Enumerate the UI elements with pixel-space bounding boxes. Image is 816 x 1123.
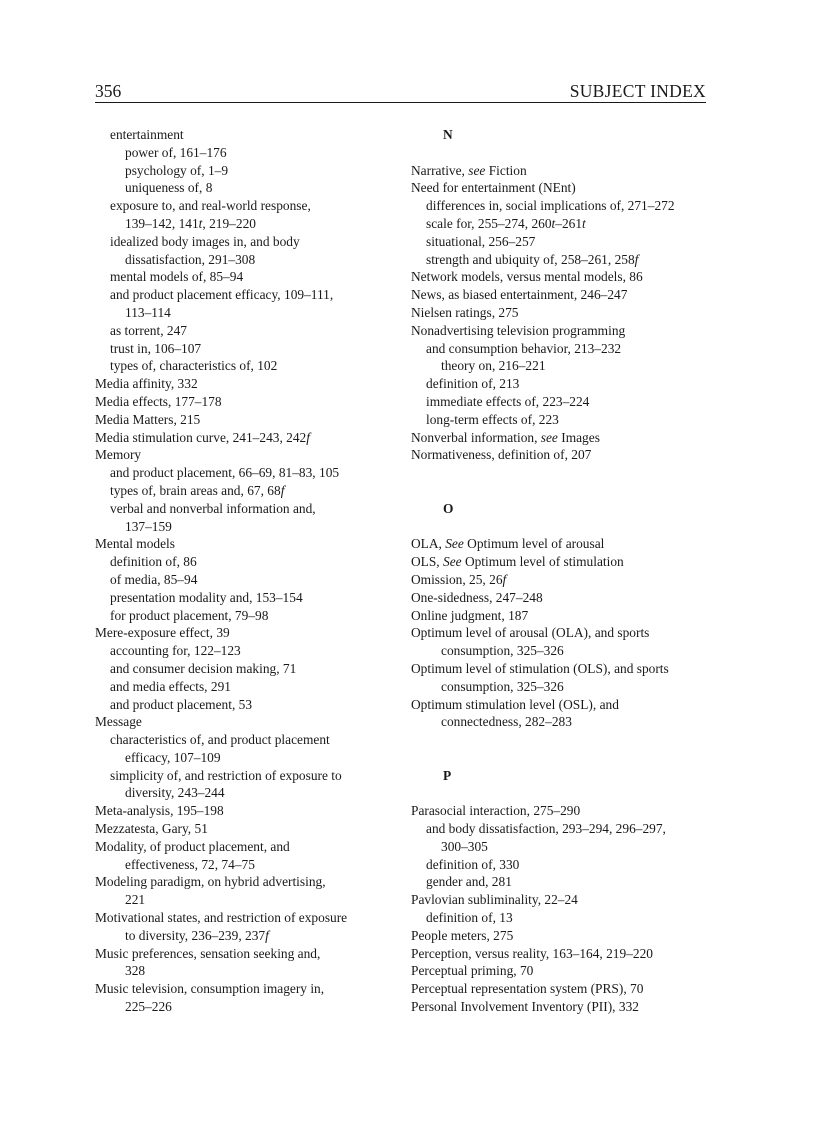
spacer — [411, 731, 716, 749]
index-subentry: immediate effects of, 223–224 — [426, 393, 590, 409]
index-entry: Mere-exposure effect, 39 — [95, 625, 230, 641]
index-entry: Media stimulation curve, 241–243, 242f — [95, 429, 310, 445]
index-subentry: efficacy, 107–109 — [125, 749, 221, 765]
index-subentry: diversity, 243–244 — [125, 785, 225, 801]
index-subentry: gender and, 281 — [426, 874, 512, 890]
index-entry: Nonverbal information, see Images — [411, 429, 600, 445]
index-entry: Narrative, see Fiction — [411, 162, 527, 178]
index-subentry: 137–159 — [125, 518, 172, 534]
spacer — [411, 518, 716, 536]
index-entry: Parasocial interaction, 275–290 — [411, 803, 581, 819]
index-subentry: and product placement efficacy, 109–111, — [110, 287, 334, 303]
index-subentry: and body dissatisfaction, 293–294, 296–297, — [426, 821, 666, 837]
index-subentry: 221 — [125, 892, 146, 908]
index-subentry: uniqueness of, 8 — [125, 180, 213, 196]
index-subentry: entertainment — [110, 127, 184, 142]
index-subentry: simplicity of, and restriction of exposure to — [110, 767, 342, 783]
index-subentry: to diversity, 236–239, 237f — [125, 927, 269, 943]
index-subentry: trust in, 106–107 — [110, 340, 202, 356]
index-subentry: 328 — [125, 963, 146, 979]
index-subentry: effectiveness, 72, 74–75 — [125, 856, 255, 872]
index-entry: Omission, 25, 26f — [411, 571, 507, 587]
index-subentry: scale for, 255–274, 260t–261t — [426, 215, 586, 231]
index-entry: Modeling paradigm, on hybrid advertising, — [95, 874, 326, 890]
index-entry: People meters, 275 — [411, 927, 514, 943]
index-subentry: connectedness, 282–283 — [441, 714, 572, 730]
index-entry: Media Matters, 215 — [95, 411, 201, 427]
page-number: 356 — [95, 81, 122, 101]
index-subentry: definition of, 13 — [426, 910, 513, 926]
index-entry: Message — [95, 714, 142, 730]
index-subentry: situational, 256–257 — [426, 233, 536, 249]
index-subentry: strength and ubiquity of, 258–261, 258f — [426, 251, 639, 267]
index-entry: Optimum stimulation level (OSL), and — [411, 696, 619, 712]
index-subentry: power of, 161–176 — [125, 144, 227, 160]
index-entry: OLA, See Optimum level of arousal — [411, 536, 605, 552]
index-entry: Optimum level of arousal (OLA), and sports — [411, 625, 650, 641]
index-entry: Optimum level of stimulation (OLS), and sports — [411, 660, 669, 676]
index-subentry: characteristics of, and product placement — [110, 732, 330, 748]
section-letter: N — [443, 127, 453, 142]
index-subentry: 225–226 — [125, 999, 172, 1015]
index-entry: Music preferences, sensation seeking and, — [95, 945, 321, 961]
index-subentry: consumption, 325–326 — [441, 643, 564, 659]
index-subentry: and product placement, 53 — [110, 696, 253, 712]
index-subentry: long-term effects of, 223 — [426, 411, 559, 427]
index-subentry: and consumer decision making, 71 — [110, 660, 297, 676]
index-entry: Memory — [95, 447, 142, 463]
index-entry: Perception, versus reality, 163–164, 219–220 — [411, 945, 653, 961]
index-entry: Meta-analysis, 195–198 — [95, 803, 224, 819]
index-subentry: verbal and nonverbal information and, — [110, 500, 316, 516]
index-column-left — [95, 126, 395, 1016]
index-entry: Media affinity, 332 — [95, 376, 198, 392]
index-entry: One-sidedness, 247–248 — [411, 589, 543, 605]
index-subentry: exposure to, and real-world response, — [110, 198, 311, 214]
index-subentry: for product placement, 79–98 — [110, 607, 269, 623]
index-entry: Mezzatesta, Gary, 51 — [95, 821, 208, 837]
index-entry: Perceptual priming, 70 — [411, 963, 534, 979]
index-entry: Network models, versus mental models, 86 — [411, 269, 643, 285]
index-subentry: types of, brain areas and, 67, 68f — [110, 482, 285, 498]
section-letter: P — [443, 767, 452, 783]
running-header — [95, 80, 706, 103]
spacer — [411, 784, 716, 802]
spacer — [411, 144, 716, 162]
index-subentry: as torrent, 247 — [110, 322, 187, 338]
index-entry: Need for entertainment (NEnt) — [411, 180, 576, 196]
index-subentry: and media effects, 291 — [110, 678, 231, 694]
index-subentry: definition of, 213 — [426, 376, 520, 392]
index-entry: Online judgment, 187 — [411, 607, 529, 623]
index-subentry: consumption, 325–326 — [441, 678, 564, 694]
index-column-right — [411, 126, 716, 1016]
index-subentry: definition of, 330 — [426, 856, 520, 872]
index-subentry: mental models of, 85–94 — [110, 269, 244, 285]
index-entry: Normativeness, definition of, 207 — [411, 447, 592, 463]
index-entry: Modality, of product placement, and — [95, 838, 290, 854]
index-entry: Nielsen ratings, 275 — [411, 304, 519, 320]
index-subentry: presentation modality and, 153–154 — [110, 589, 303, 605]
index-subentry: 113–114 — [125, 304, 171, 320]
index-entry: Pavlovian subliminality, 22–24 — [411, 892, 578, 908]
spacer — [411, 464, 716, 482]
spacer — [411, 749, 716, 767]
index-subentry: idealized body images in, and body — [110, 233, 300, 249]
index-entry: Motivational states, and restriction of exposure — [95, 910, 348, 926]
index-entry: Music television, consumption imagery in, — [95, 981, 325, 997]
index-subentry: dissatisfaction, 291–308 — [125, 251, 256, 267]
index-entry: Personal Involvement Inventory (PII), 332 — [411, 999, 639, 1015]
index-entry: News, as biased entertainment, 246–247 — [411, 287, 628, 303]
index-subentry: accounting for, 122–123 — [110, 643, 241, 659]
spacer — [411, 482, 716, 500]
index-subentry: types of, characteristics of, 102 — [110, 358, 278, 374]
running-head-title: SUBJECT INDEX — [569, 81, 706, 101]
index-entry: Nonadvertising television programming — [411, 322, 626, 338]
index-subentry: definition of, 86 — [110, 554, 197, 570]
index-entry: Media effects, 177–178 — [95, 393, 222, 409]
index-entry: OLS, See Optimum level of stimulation — [411, 554, 624, 570]
index-subentry: theory on, 216–221 — [441, 358, 546, 374]
index-subentry: 300–305 — [441, 838, 488, 854]
index-subentry: differences in, social implications of, 271–272 — [426, 198, 675, 214]
index-subentry: of media, 85–94 — [110, 571, 198, 587]
index-subentry: 139–142, 141t, 219–220 — [125, 215, 256, 231]
index-entry: Perceptual representation system (PRS), 70 — [411, 981, 644, 997]
index-subentry: psychology of, 1–9 — [125, 162, 229, 178]
index-subentry: and product placement, 66–69, 81–83, 105 — [110, 465, 340, 481]
section-letter: O — [443, 500, 454, 516]
index-subentry: and consumption behavior, 213–232 — [426, 340, 622, 356]
index-entry: Mental models — [95, 536, 175, 552]
